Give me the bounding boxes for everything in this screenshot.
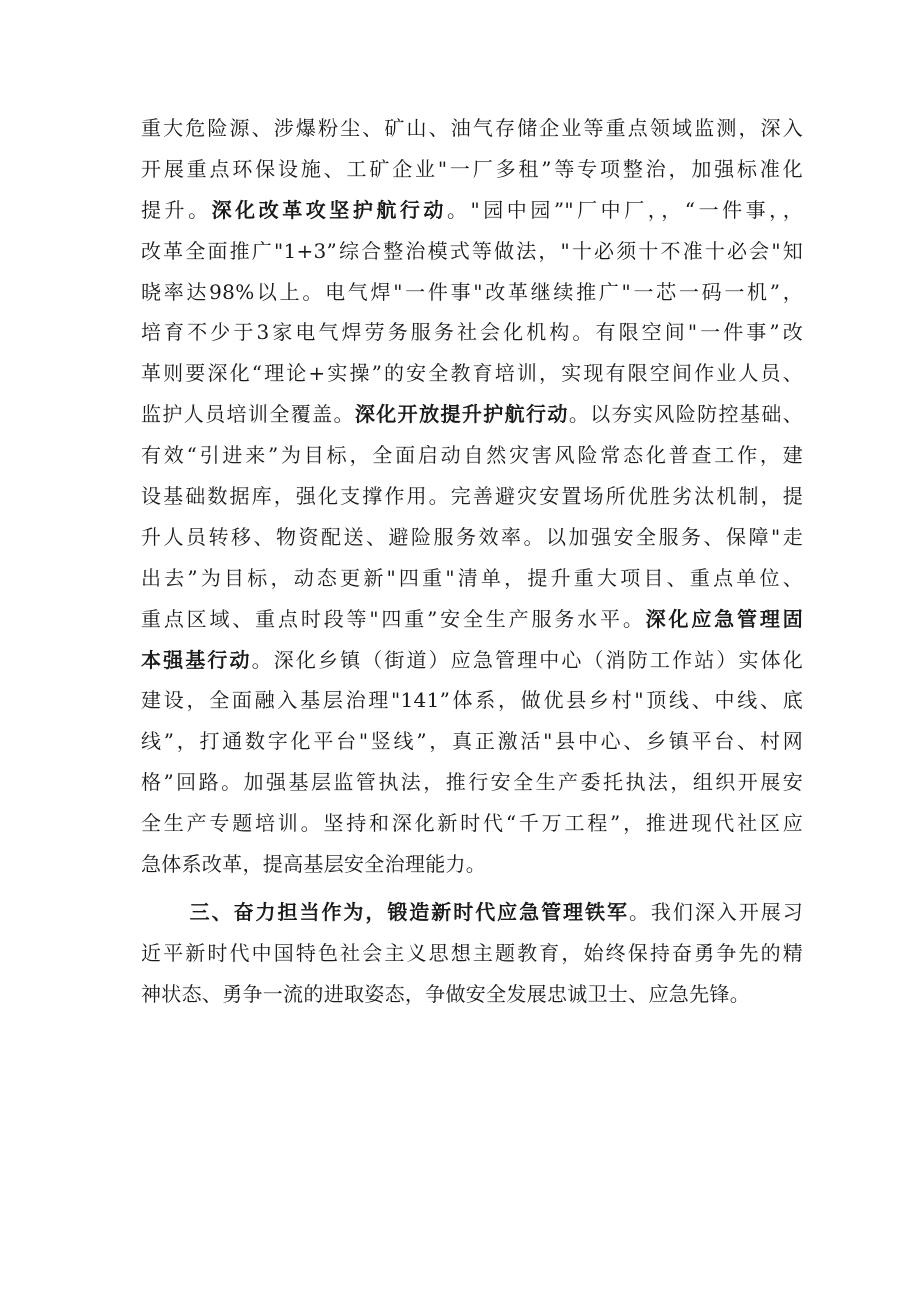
text-run: 建设，全面融入基层治理"141”体系，做优县乡村"顶线、中线、底 <box>141 688 803 713</box>
text-run: 有效“引进来”为目标，全面启动自然灾害风险常态化普查工作，建 <box>141 443 803 468</box>
text-run: 升人员转移、物资配送、避险服务效率。以加强安全服务、保障"走 <box>141 524 803 549</box>
text-run: 开展重点环保设施、工矿企业"一厂多租”等专项整治，加强标准化 <box>141 156 803 181</box>
text-line <box>141 149 803 190</box>
text-line <box>141 435 803 476</box>
text-line <box>141 762 803 803</box>
text-line <box>141 599 803 640</box>
text-run: 格”回路。加强基层监管执法，推行安全生产委托执法，组织开展安 <box>141 770 803 795</box>
text-run: 线”，打通数字化平台"竖线”，真正激活"县中心、乡镇平台、村网 <box>141 729 803 754</box>
bold-heading-run: 深化应急管理固 <box>645 606 803 631</box>
text-run: 全生产专题培训。坚持和深化新时代“千万工程”，推进现代社区应 <box>141 811 803 836</box>
text-run: 。"园中园”"厂中厂，，“一件事，， <box>446 197 804 222</box>
text-run: 。我们深入开展习 <box>628 899 804 924</box>
text-run: 神状态、勇争一流的进取姿态，争做安全发展忠诚卫士、应急先锋。 <box>141 981 750 1006</box>
bold-heading-run: 深化开放提升护航行动 <box>354 402 569 427</box>
text-run: 晓率达98%以上。电气焊"一件事"改革继续推广"一芯一码一机”， <box>141 279 803 304</box>
text-run: 培育不少于3家电气焊劳务服务社会化机构。有限空间"一件事”改 <box>141 320 803 345</box>
text-line <box>141 272 803 313</box>
text-run: 重大危险源、涉爆粉尘、矿山、油气存储企业等重点领域监测，深入 <box>141 116 803 140</box>
text-line <box>141 108 803 149</box>
body-text <box>141 108 803 1015</box>
text-line <box>141 640 803 681</box>
section-heading-line <box>141 892 803 933</box>
bold-heading-run: 本强基行动 <box>141 647 252 672</box>
text-line <box>141 933 803 974</box>
text-line <box>141 680 803 721</box>
text-line <box>141 721 803 762</box>
text-line <box>141 558 803 599</box>
text-line <box>141 312 803 353</box>
section-heading: 三、奋力担当作为，锻造新时代应急管理铁军 <box>188 899 629 924</box>
text-line <box>141 844 803 885</box>
text-line <box>141 517 803 558</box>
text-run: 改革全面推广"1+3”综合整治模式等做法，"十必须十不准十必会"知 <box>141 238 803 263</box>
text-run: 革则要深化“理论+实操”的安全教育培训，实现有限空间作业人员、 <box>141 361 803 386</box>
text-run: 提升。 <box>141 197 212 222</box>
text-line <box>141 190 803 231</box>
text-run: 近平新时代中国特色社会主义思想主题教育，始终保持奋勇争先的精 <box>141 940 803 965</box>
text-line <box>141 476 803 517</box>
text-run: 重点区域、重点时段等"四重”安全生产服务水平。 <box>141 606 646 631</box>
text-line <box>141 803 803 844</box>
text-run: 急体系改革，提高基层安全治理能力。 <box>141 852 487 877</box>
text-run: 设基础数据库，强化支撑作用。完善避灾安置场所优胜劣汰机制，提 <box>141 484 803 509</box>
text-run: 监护人员培训全覆盖。 <box>141 402 355 427</box>
text-run: 。以夯实风险防控基础、 <box>568 402 804 427</box>
text-line <box>141 231 803 272</box>
bold-heading-run: 深化改革攻坚护航行动 <box>211 197 447 222</box>
text-line <box>141 394 803 435</box>
text-run: 出去”为目标，动态更新"四重"清单，提升重大项目、重点单位、 <box>141 565 803 590</box>
text-run: 。深化乡镇（街道）应急管理中心（消防工作站）实体化 <box>251 647 804 672</box>
text-line <box>141 974 803 1015</box>
text-line <box>141 353 803 394</box>
